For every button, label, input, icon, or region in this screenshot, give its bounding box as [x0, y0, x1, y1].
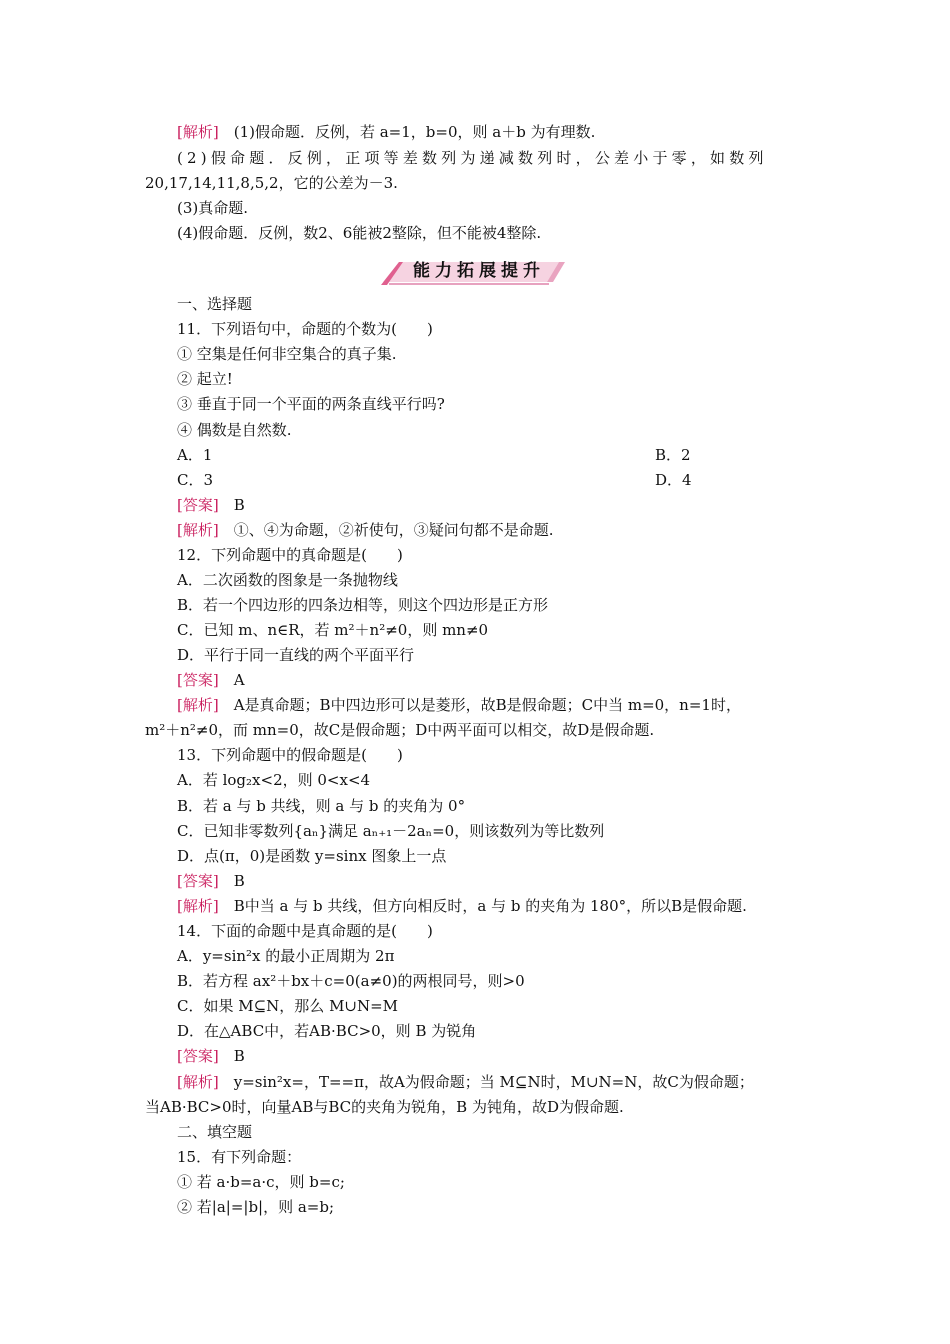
- option-row: [177, 471, 692, 489]
- answer-tag: [答案]: [177, 1047, 219, 1065]
- option-c: C．已知 m、n∈R，若 m²＋n²≠0，则 mn≠0: [177, 621, 489, 639]
- list-item: ① 若 a·b=a·c，则 b=c;: [177, 1173, 345, 1191]
- analysis-line: 当AB·BC>0时，向量AB与BC的夹角为锐角，B 为钝角，故D为假命题.: [145, 1098, 624, 1116]
- option-b: B．若方程 ax²＋bx＋c=0(a≠0)的两根同号，则>0: [177, 972, 525, 990]
- option-a: A．y=sin²x 的最小正周期为 2π: [177, 947, 395, 965]
- question-stem: 15．有下列命题：: [177, 1148, 302, 1166]
- option-a: A．若 log₂x<2，则 0<x<4: [177, 771, 371, 789]
- text-line: (2)假命题．反例，正项等差数列为递减数列时，公差小于零，如数列: [177, 149, 768, 167]
- list-item: ③ 垂直于同一个平面的两条直线平行吗?: [177, 395, 445, 413]
- text-line: (3)真命题.: [177, 199, 249, 217]
- list-item: ④ 偶数是自然数.: [177, 421, 292, 439]
- answer-line: [答案] B: [177, 496, 245, 514]
- analysis-line: [解析] (1)假命题．反例，若 a=1，b=0，则 a＋b 为有理数.: [177, 123, 596, 141]
- option-a: A．二次函数的图象是一条抛物线: [177, 571, 398, 589]
- option-row: [177, 446, 691, 464]
- option-a: A．1: [177, 446, 213, 464]
- answer-tag: [答案]: [177, 872, 219, 890]
- section-heading: 一、选择题: [177, 295, 253, 313]
- section-heading: 二、填空题: [177, 1123, 253, 1141]
- analysis-line: m²＋n²≠0，而 mn=0，故C是假命题；D中两平面可以相交，故D是假命题.: [145, 721, 655, 739]
- answer-line: [答案] A: [177, 671, 245, 689]
- question-stem: 14．下面的命题中是真命题的是( ): [177, 922, 433, 940]
- option-b: B．2: [655, 446, 691, 464]
- analysis-line: [解析] y=sin²x=，T==π，故A为假命题；当 M⊆N时，M∪N=N，故C为假命题；: [177, 1073, 754, 1091]
- question-stem: 11．下列语句中，命题的个数为( ): [177, 320, 433, 338]
- text-line: (4)假命题．反例，数2、6能被2整除，但不能被4整除.: [177, 224, 542, 242]
- option-b: B．若一个四边形的四条边相等，则这个四边形是正方形: [177, 596, 549, 614]
- option-c: C．已知非零数列{aₙ}满足 aₙ₊₁－2aₙ=0，则该数列为等比数列: [177, 822, 605, 840]
- option-d: D．平行于同一直线的两个平面平行: [177, 646, 415, 664]
- analysis-line: [解析] B中当 a 与 b 共线，但方向相反时，a 与 b 的夹角为 180°，所以B是假命题.: [177, 897, 747, 915]
- analysis-tag: [解析]: [177, 1073, 219, 1091]
- list-item: ① 空集是任何非空集合的真子集.: [177, 345, 397, 363]
- analysis-line: [解析] ①、④为命题，②祈使句，③疑问句都不是命题.: [177, 521, 554, 539]
- list-item: ② 起立!: [177, 370, 233, 388]
- question-stem: 12．下列命题中的真命题是( ): [177, 546, 403, 564]
- answer-tag: [答案]: [177, 496, 219, 514]
- banner-title: 能力拓展提升: [413, 261, 545, 281]
- option-c: C．如果 M⊆N，那么 M∪N=M: [177, 997, 399, 1015]
- text-line: 20,17,14,11,8,5,2，它的公差为－3.: [145, 174, 398, 192]
- section-banner: [373, 256, 569, 286]
- analysis-line: [解析] A是真命题；B中四边形可以是菱形，故B是假命题；C中当 m=0，n=1时，: [177, 696, 741, 714]
- analysis-tag: [解析]: [177, 521, 219, 539]
- option-b: B．若 a 与 b 共线，则 a 与 b 的夹角为 0°: [177, 797, 466, 815]
- option-c: C．3: [177, 471, 214, 489]
- analysis-tag: [解析]: [177, 696, 219, 714]
- option-d: D．在△ABC中，若AB·BC>0，则 B 为锐角: [177, 1022, 477, 1040]
- answer-tag: [答案]: [177, 671, 219, 689]
- option-d: D．点(π，0)是函数 y=sinx 图象上一点: [177, 847, 447, 865]
- answer-line: [答案] B: [177, 872, 245, 890]
- analysis-tag: [解析]: [177, 897, 219, 915]
- analysis-tag: [解析]: [177, 123, 219, 141]
- list-item: ② 若|a|=|b|，则 a=b;: [177, 1198, 335, 1216]
- option-d: D．4: [655, 471, 692, 489]
- question-stem: 13．下列命题中的假命题是( ): [177, 746, 403, 764]
- answer-line: [答案] B: [177, 1047, 245, 1065]
